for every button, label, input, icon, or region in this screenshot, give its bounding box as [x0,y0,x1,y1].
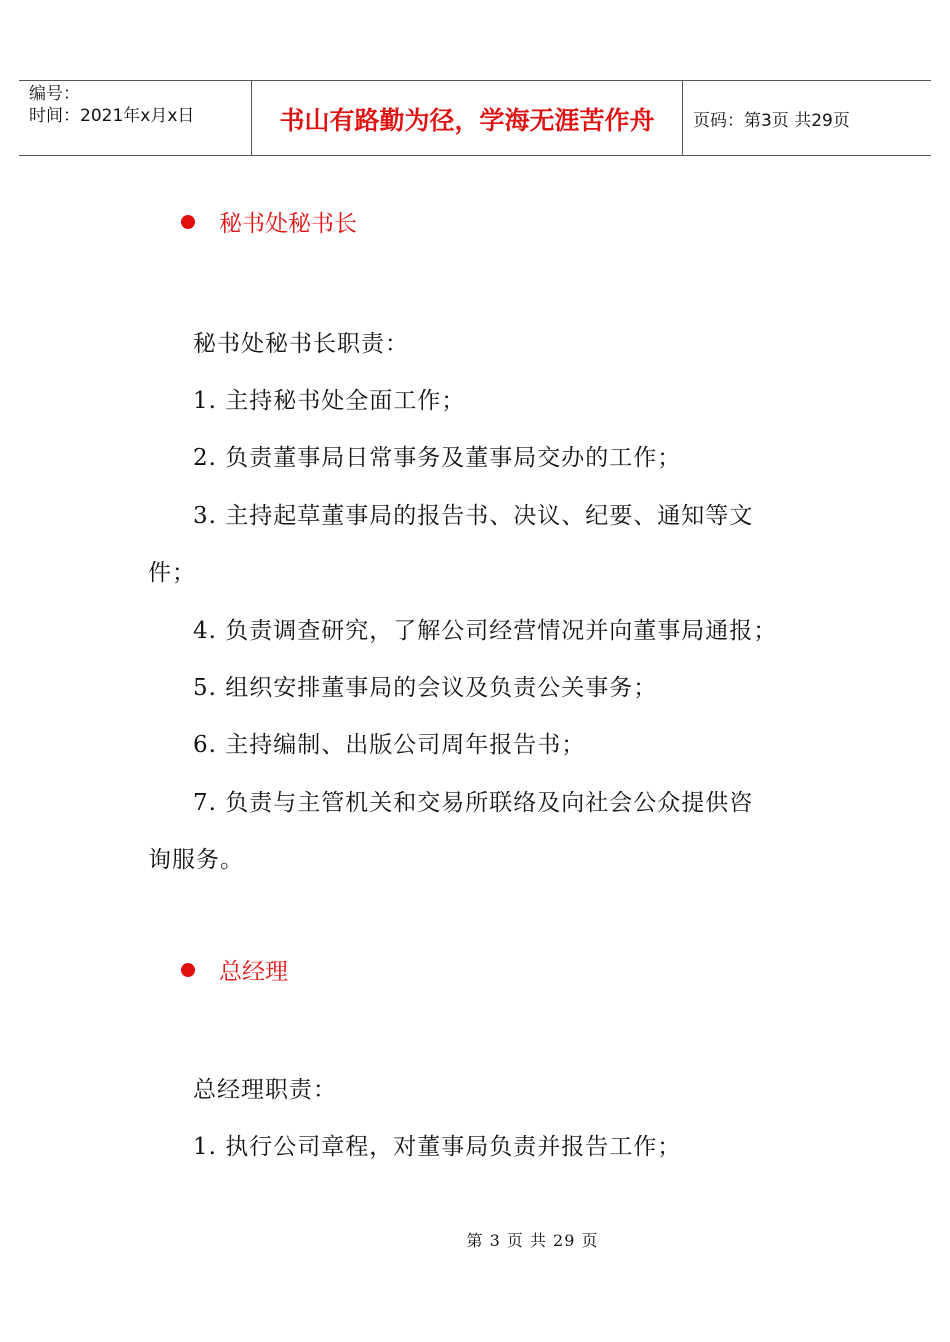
section-heading-general-manager [181,953,288,986]
section-intro: 秘书处秘书长职责： [193,331,409,357]
header-meta [29,83,194,127]
section-intro: 总经理职责： [193,1077,337,1103]
section-title: 秘书处秘书长 [219,211,357,237]
bullet-icon [181,215,195,229]
page-footer: 第 3 页 共 29 页 [466,1231,599,1250]
bullet-icon [181,963,195,977]
page-header [19,80,931,156]
list-item: 1. 主持秘书处全面工作； [193,388,466,414]
header-page-info: 页码：第3页 共29页 [693,111,850,131]
list-item: 3. 主持起草董事局的报告书、决议、纪要、通知等文 [193,503,754,529]
section-heading-secretary-general [181,205,357,238]
list-item: 5. 组织安排董事局的会议及负责公关事务； [193,675,658,701]
section-title: 总经理 [219,959,288,985]
list-item-continuation: 询服务。 [148,847,244,873]
header-motto: 书山有路勤为径，学海无涯苦作舟 [279,105,655,135]
document-time: 时间：2021年x月x日 [29,106,195,126]
document-number-label: 编号： [29,84,80,104]
list-item: 7. 负责与主管机关和交易所联络及向社会公众提供咨 [193,790,754,816]
list-item: 4. 负责调查研究，了解公司经营情况并向董事局通报； [193,618,778,644]
header-divider-right [682,81,683,156]
list-item-continuation: 件； [148,560,196,586]
list-item: 2. 负责董事局日常事务及董事局交办的工作； [193,445,682,471]
list-item: 1. 执行公司章程，对董事局负责并报告工作； [193,1134,682,1160]
list-item: 6. 主持编制、出版公司周年报告书； [193,732,586,758]
